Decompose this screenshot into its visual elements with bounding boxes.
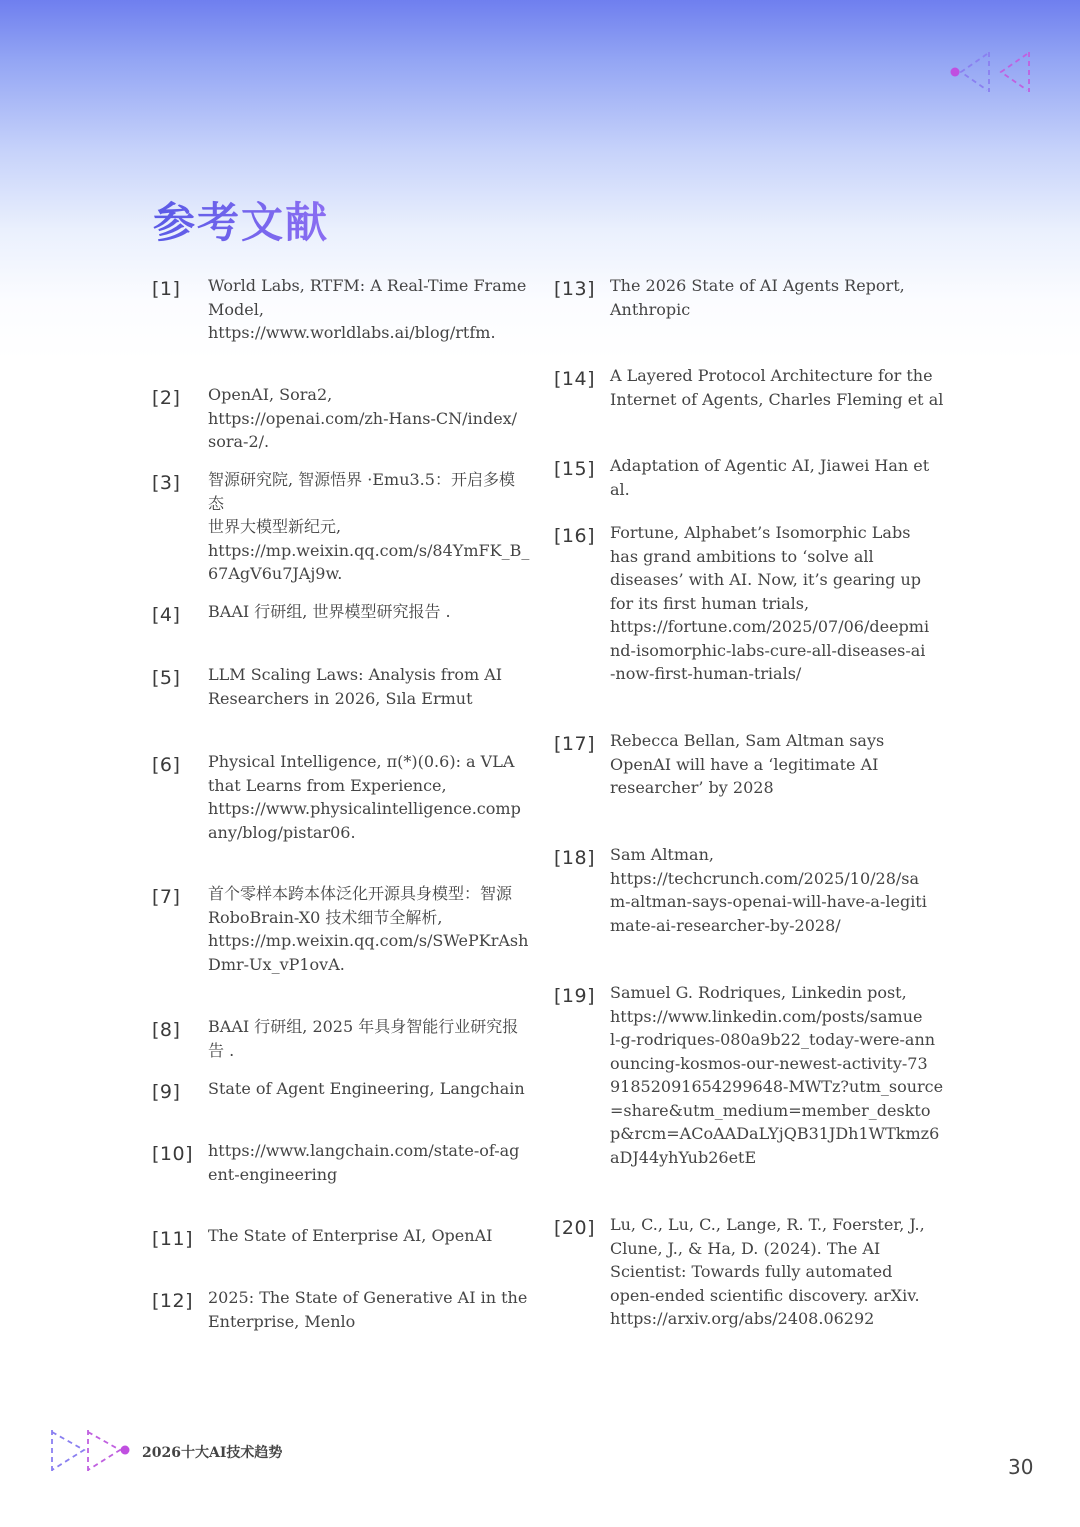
- reference-number: [3]: [152, 472, 181, 494]
- reference-number: [18]: [554, 847, 596, 869]
- reference-text: The State of Enterprise AI, OpenAI: [208, 1226, 493, 1245]
- reference-text: The 2026 State of AI Agents Report, Anthropic: [610, 276, 905, 319]
- reference-text: 首个零样本跨本体泛化开源具身模型：智源 RoboBrain-X0 技术细节全解析, https://mp.weixin.qq.com/s/SWePKrAsh Dmr-Ux_vP1ovA.: [208, 884, 529, 974]
- reference-text: Physical Intelligence, π(*)(0.6): a VLA that Learns from Experience, https://www.physicalintelligence.comp any/blog/pistar06.: [208, 752, 521, 842]
- reference-text: OpenAI, Sora2, https://openai.com/zh-Hans-CN/index/ sora-2/.: [208, 385, 518, 451]
- decorative-arrows-icon: [945, 48, 1035, 100]
- reference-text: Samuel G. Rodriques, Linkedin post, https://www.linkedin.com/posts/samue l-g-rodriques-080a9b22_today-were-ann ouncing-kosmos-our-newest-activity-73 91852091654299648-MWTz?utm_source =share&utm_medium=member_deskto p&rcm=ACoAADaLYjQB31JDh1WTkmz6 aDJ44yhYub26etE: [610, 983, 944, 1167]
- footer-arrows-icon: [48, 1428, 132, 1476]
- reference-number: [14]: [554, 368, 596, 390]
- reference-text: 智源研究院, 智源悟界 ·Emu3.5：开启多模态 世界大模型新纪元, https://mp.weixin.qq.com/s/84YmFK_B_ 67AgV6u7JAj9w.: [208, 470, 530, 583]
- reference-text: State of Agent Engineering, Langchain: [208, 1079, 525, 1098]
- reference-number: [9]: [152, 1081, 181, 1103]
- reference-number: [2]: [152, 387, 181, 409]
- reference-number: [20]: [554, 1217, 596, 1239]
- reference-number: [11]: [152, 1228, 194, 1250]
- reference-text: Lu, C., Lu, C., Lange, R. T., Foerster, J., Clune, J., & Ha, D. (2024). The AI Scientist: Towards fully automated open-ended scientific discovery. arXiv. https://arxiv.org/abs/2408.06292: [610, 1215, 925, 1328]
- reference-text: Rebecca Bellan, Sam Altman says OpenAI will have a ‘legitimate AI researcher’ by 2028: [610, 731, 885, 797]
- reference-text: https://www.langchain.com/state-of-ag ent-engineering: [208, 1141, 520, 1184]
- reference-number: [6]: [152, 754, 181, 776]
- page-title: 参考文献: [153, 190, 329, 250]
- reference-number: [19]: [554, 985, 596, 1007]
- reference-text: A Layered Protocol Architecture for the Internet of Agents, Charles Fleming et al: [610, 366, 944, 409]
- reference-number: [17]: [554, 733, 596, 755]
- reference-number: [4]: [152, 604, 181, 626]
- reference-number: [16]: [554, 525, 596, 547]
- reference-text: 2025: The State of Generative AI in the Enterprise, Menlo: [208, 1288, 528, 1331]
- reference-number: [12]: [152, 1290, 194, 1312]
- reference-text: Adaptation of Agentic AI, Jiawei Han et al.: [610, 456, 930, 499]
- reference-text: LLM Scaling Laws: Analysis from AI Researchers in 2026, Sıla Ermut: [208, 665, 503, 708]
- reference-number: [10]: [152, 1143, 194, 1165]
- reference-text: BAAI 行研组, 世界模型研究报告 .: [208, 602, 451, 621]
- reference-number: [7]: [152, 886, 181, 908]
- reference-number: [8]: [152, 1019, 181, 1041]
- reference-number: [15]: [554, 458, 596, 480]
- reference-text: Sam Altman, https://techcrunch.com/2025/10/28/sa m-altman-says-openai-will-have-a-legiti mate-ai-researcher-by-2028/: [610, 845, 927, 935]
- reference-number: [5]: [152, 667, 181, 689]
- reference-number: [13]: [554, 278, 596, 300]
- reference-text: World Labs, RTFM: A Real-Time Frame Model, https://www.worldlabs.ai/blog/rtfm.: [208, 276, 527, 342]
- reference-text: Fortune, Alphabet’s Isomorphic Labs has grand ambitions to ‘solve all diseases’ with AI. Now, it’s gearing up for its first human trials, https://fortune.com/2025/07/06/deepmi nd-isomorphic-labs-cure-all-diseases-ai -now-first-human-trials/: [610, 523, 930, 683]
- footer-label: 2026十大AI技术趋势: [142, 1445, 283, 1461]
- reference-number: [1]: [152, 278, 181, 300]
- page-number: 30: [1008, 1455, 1034, 1479]
- reference-text: BAAI 行研组, 2025 年具身智能行业研究报告 .: [208, 1017, 519, 1060]
